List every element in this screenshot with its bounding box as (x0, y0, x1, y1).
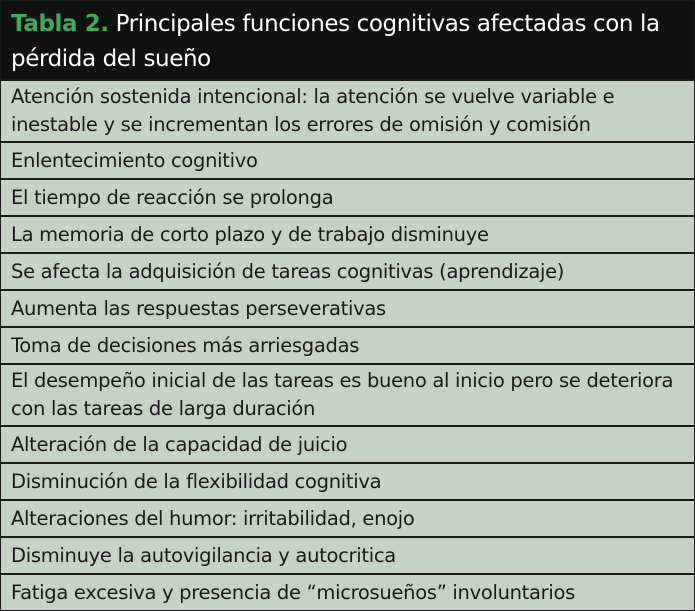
row-text: Se afecta la adquisición de tareas cognitivas (aprendizaje) (11, 259, 565, 283)
table-header (1, 1, 694, 79)
row-text: El desempeño inicial de las tareas es bueno al inicio pero se deteriora con las tareas de larga duración (11, 369, 674, 420)
table-row (1, 326, 694, 363)
row-text: La memoria de corto plazo y de trabajo disminuye (11, 222, 489, 246)
row-text: Disminuye la autovigilancia y autocritica (11, 543, 396, 567)
table-label: Tabla 2. (11, 11, 109, 37)
row-text: Disminución de la flexibilidad cognitiva (11, 469, 382, 493)
row-text: El tiempo de reacción se prolonga (11, 185, 334, 209)
table-row (1, 425, 694, 462)
table-row (1, 252, 694, 289)
row-text: Fatiga excesiva y presencia de “microsueños” involuntarios (11, 580, 576, 604)
table-row (1, 499, 694, 536)
row-text: Enlentecimiento cognitivo (11, 148, 258, 172)
table-row (1, 79, 694, 141)
table-row (1, 363, 694, 425)
table-row (1, 573, 694, 610)
table-row (1, 178, 694, 215)
table-row (1, 141, 694, 178)
row-text: Toma de decisiones más arriesgadas (11, 333, 360, 357)
table-body (1, 79, 694, 610)
table-title: Principales funciones cognitivas afectadas con la pérdida del sueño (11, 11, 660, 72)
row-text: Alteración de la capacidad de juicio (11, 432, 348, 456)
table-row (1, 462, 694, 499)
row-text: Atención sostenida intencional: la atención se vuelve variable e inestable y se incrementan los errores de omisión y comisión (11, 85, 615, 136)
table-row (1, 536, 694, 573)
row-text: Aumenta las respuestas perseverativas (11, 296, 386, 320)
row-text: Alteraciones del humor: irritabilidad, enojo (11, 506, 415, 530)
table-row (1, 215, 694, 252)
table-row (1, 289, 694, 326)
